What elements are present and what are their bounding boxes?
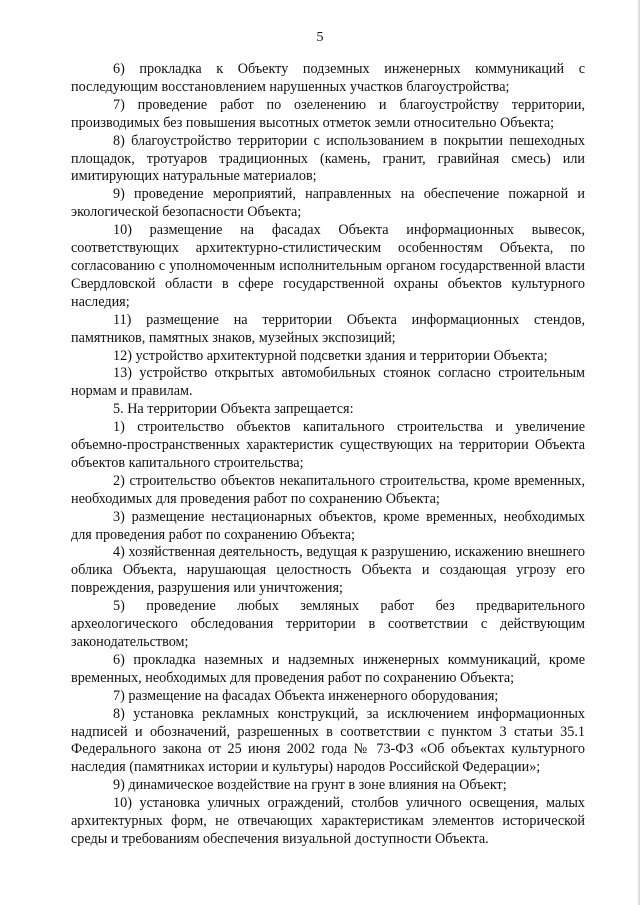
paragraph: 7) размещение на фасадах Объекта инженерного оборудования; bbox=[113, 687, 499, 704]
paragraph: 10) установка уличных ограждений, столбов уличного освещения, малых архитектурных форм, не отвечающих характеристикам элементов исторической среды и требованиям обеспечения визуальной доступности Объекта. bbox=[71, 795, 585, 847]
paragraph: 9) динамическое воздействие на грунт в зоне влияния на Объект; bbox=[113, 777, 507, 794]
paragraph: 1) строительство объектов капитального строительства и увеличение объемно-пространственных характеристик существующих на территории Объекта объектов капитального строительства; bbox=[71, 419, 585, 471]
paragraph: 13) устройство открытых автомобильных стоянок согласно строительным нормам и правилам. bbox=[71, 365, 585, 400]
paragraph: 7) проведение работ по озеленению и благоустройству территории, производимых без повышения высотных отметок земли относительно Объекта; bbox=[71, 96, 585, 131]
paragraph: 9) проведение мероприятий, направленных на обеспечение пожарной и экологической безопасности Объекта; bbox=[71, 186, 585, 221]
paragraph: 6) прокладка наземных и надземных инженерных коммуникаций, кроме временных, необходимых для проведения работ по сохранению Объекта; bbox=[71, 651, 585, 686]
paragraph: 6) прокладка к Объекту подземных инженерных коммуникаций с последующим восстановлением нарушенных участков благоустройства; bbox=[71, 61, 585, 95]
paragraph: 2) строительство объектов некапитального строительства, кроме временных, необходимых для проведения работ по сохранению Объекта; bbox=[71, 472, 585, 507]
section-heading: 5. На территории Объекта запрещается: bbox=[113, 401, 354, 418]
paragraph: 8) благоустройство территории с использованием в покрытии пешеходных площадок, тротуаров традиционных (камень, гранит, гравийная смесь) или имитирующих натуральные материалов; bbox=[71, 132, 585, 185]
page-number: 5 bbox=[316, 30, 324, 45]
paragraph: 8) установка рекламных конструкций, за исключением информационных надписей и обозначений, разрешенных в соответствии с пунктом 3 статьи 35.1 Федерального закона от 25 июня 2002 года № 73-ФЗ «Об объектах культурного наследия (памятниках истории и культуры) народов Российской Федерации»; bbox=[71, 705, 585, 776]
paragraph: 5) проведение любых земляных работ без предварительного археологического обследования территории в соответствии с действующим законодательством; bbox=[71, 598, 585, 650]
document-body bbox=[71, 61, 585, 849]
paragraph: 4) хозяйственная деятельность, ведущая к разрушению, искажению внешнего облика Объекта, нарушающая целостность Объекта и создающая угрозу его повреждения, разрушения или уничтожения; bbox=[71, 544, 585, 597]
paragraph: 3) размещение нестационарных объектов, кроме временных, необходимых для проведения работ по сохранению Объекта; bbox=[71, 508, 585, 543]
paragraph: 10) размещение на фасадах Объекта информационных вывесок, соответствующих архитектурно-стилистическим особенностям Объекта, по согласованию с уполномоченным исполнительным органом государственной власти Свердловской области в сфере государственной охраны объектов культурного наследия; bbox=[71, 222, 585, 310]
paragraph: 12) устройство архитектурной подсветки здания и территории Объекта; bbox=[113, 347, 548, 364]
paragraph: 11) размещение на территории Объекта информационных стендов, памятников, памятных знаков, музейных экспозиций; bbox=[71, 311, 585, 346]
